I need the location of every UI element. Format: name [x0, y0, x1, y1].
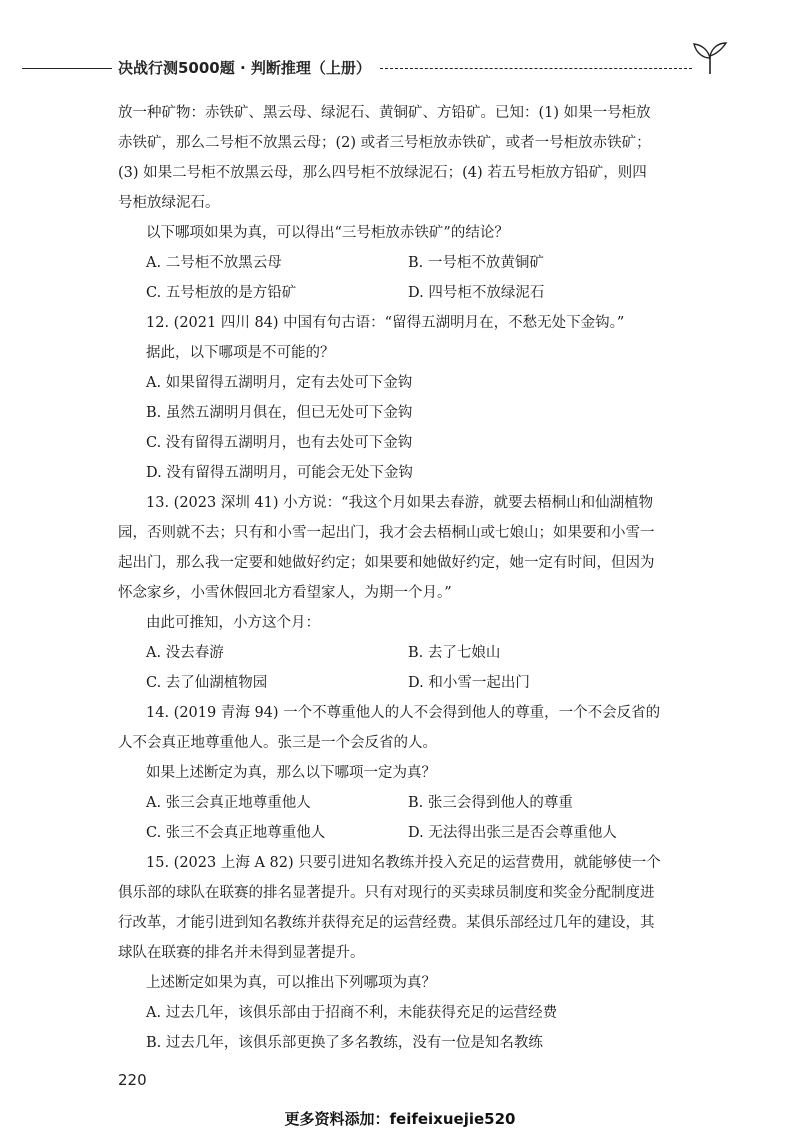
- sprout-icon: [688, 40, 732, 76]
- option-b: B. 去了七娘山: [408, 645, 501, 661]
- intro-line: 放一种矿物：赤铁矿、黑云母、绿泥石、黄铜矿、方铅矿。已知：(1) 如果一号柜放: [118, 105, 651, 121]
- running-header: [20, 40, 780, 80]
- option-row: [118, 818, 718, 848]
- option-a: A. 二号柜不放黑云母: [146, 255, 282, 271]
- option-c: C. 去了仙湖植物园: [146, 675, 268, 691]
- question-15-line: 行改革，才能引进到知名教练并获得充足的运营经费。某俱乐部经过几年的建设，其: [118, 915, 655, 931]
- footer-note: 更多资料添加：feifeixuejie520: [284, 1110, 516, 1128]
- question-15-line: 球队在联赛的排名并未得到显著提升。: [118, 945, 365, 961]
- intro-line: 号柜放绿泥石。: [118, 195, 220, 211]
- page-number: 220: [118, 1071, 147, 1089]
- question-13-line: 起出门，那么我一定要和她做好约定；如果要和她做好约定，她一定有时间，但因为: [118, 555, 655, 571]
- intro-line: (3) 如果二号柜不放黑云母，那么四号柜不放绿泥石；(4) 若五号柜放方铅矿，则四: [118, 165, 647, 181]
- header-rule-right: [380, 68, 692, 69]
- option-b: B. 一号柜不放黄铜矿: [408, 255, 544, 271]
- question-15-prompt: 上述断定如果为真，可以推出下列哪项为真？: [146, 975, 436, 991]
- question-14-line: 14. (2019 青海 94) 一个不尊重他人的人不会得到他人的尊重，一个不会反省的: [146, 705, 661, 721]
- option-row: [118, 278, 718, 308]
- option-row: [118, 668, 718, 698]
- option-c: C. 五号柜放的是方铅矿: [146, 285, 297, 301]
- option-b: B. 过去几年，该俱乐部更换了多名教练，没有一位是知名教练: [146, 1035, 543, 1051]
- option-c: C. 张三不会真正地尊重他人: [146, 825, 326, 841]
- option-a: A. 过去几年，该俱乐部由于招商不利，未能获得充足的运营经费: [146, 1005, 558, 1021]
- option-row: [118, 248, 718, 278]
- option-a: A. 没去春游: [146, 645, 224, 661]
- question-13-prompt: 由此可推知，小方这个月：: [146, 615, 320, 631]
- question-13-line: 13. (2023 深圳 41) 小方说：“我这个月如果去春游，就要去梧桐山和仙湖植物: [146, 495, 654, 511]
- question-15-line: 俱乐部的球队在联赛的排名显著提升。只有对现行的买卖球员制度和奖金分配制度进: [118, 885, 655, 901]
- page-body: [118, 98, 718, 1058]
- option-b: B. 虽然五湖明月俱在，但已无处可下金钩: [146, 405, 413, 421]
- option-a: A. 张三会真正地尊重他人: [146, 795, 311, 811]
- option-d: D. 没有留得五湖明月，可能会无处下金钩: [146, 465, 413, 481]
- header-title: 决战行测5000题 · 判断推理（上册）: [118, 59, 371, 77]
- option-b: B. 张三会得到他人的尊重: [408, 795, 573, 811]
- option-row: [118, 638, 718, 668]
- intro-line: 赤铁矿，那么二号柜不放黑云母；(2) 或者三号柜放赤铁矿，或者一号柜放赤铁矿；: [118, 135, 651, 151]
- question-14-prompt: 如果上述断定为真，那么以下哪项一定为真？: [146, 765, 436, 781]
- question-13-line: 园，否则就不去；只有和小雪一起出门，我才会去梧桐山或七娘山；如果要和小雪一: [118, 525, 655, 541]
- header-rule-left: [22, 68, 112, 69]
- question-12-stem: 12. (2021 四川 84) 中国有句古语：“留得五湖明月在，不愁无处下金钩。”: [146, 315, 625, 331]
- option-d: D. 四号柜不放绿泥石: [408, 285, 545, 301]
- option-row: [118, 788, 718, 818]
- question-14-line: 人不会真正地尊重他人。张三是一个会反省的人。: [118, 735, 437, 751]
- option-a: A. 如果留得五湖明月，定有去处可下金钩: [146, 375, 413, 391]
- question-12-prompt: 据此，以下哪项是不可能的？: [146, 345, 335, 361]
- option-c: C. 没有留得五湖明月，也有去处可下金钩: [146, 435, 413, 451]
- intro-question: 以下哪项如果为真，可以得出“三号柜放赤铁矿”的结论？: [146, 225, 509, 241]
- option-d: D. 和小雪一起出门: [408, 675, 530, 691]
- question-13-line: 怀念家乡，小雪休假回北方看望家人，为期一个月。”: [118, 585, 452, 601]
- option-d: D. 无法得出张三是否会尊重他人: [408, 825, 617, 841]
- question-15-line: 15. (2023 上海 A 82) 只要引进知名教练并投入充足的运营费用，就能够使一个: [146, 855, 661, 871]
